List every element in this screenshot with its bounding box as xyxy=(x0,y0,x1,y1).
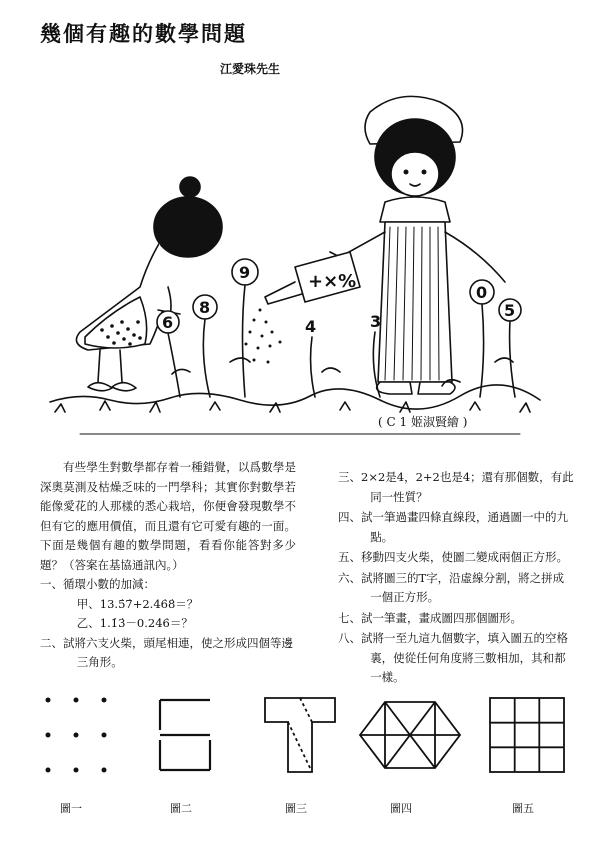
sub-expression: 1.1̇3̇－0.24̇6̇＝？ xyxy=(99,616,193,630)
question-6 xyxy=(338,569,574,608)
figure-1-nine-dots xyxy=(46,698,107,773)
left-column xyxy=(40,458,296,673)
question-3 xyxy=(338,468,574,507)
figure-5-caption: 圖五 xyxy=(512,802,534,815)
watering-can-icon xyxy=(265,252,360,304)
figure-1-caption: 圖一 xyxy=(60,802,82,815)
question-number: 三、 xyxy=(338,470,361,484)
figure-2-matchsticks xyxy=(160,700,210,770)
question-4 xyxy=(338,508,574,547)
question-number: 五、 xyxy=(338,550,361,564)
girl-left-figure xyxy=(76,177,222,391)
question-8 xyxy=(338,629,574,688)
svg-text:9: 9 xyxy=(239,263,251,282)
svg-text:5: 5 xyxy=(504,301,516,320)
question-1 xyxy=(40,575,296,595)
question-number: 八、 xyxy=(338,631,361,645)
figure-5-grid xyxy=(490,698,564,772)
sub-question-a xyxy=(40,595,296,615)
question-7 xyxy=(338,609,574,629)
right-column xyxy=(338,468,574,689)
question-text: 試將一至九這九個數字，填入圖五的空格裏，使從任何角度將三數相加，其和都一樣。 xyxy=(361,631,568,684)
figure-4-caption: 圖四 xyxy=(390,802,412,815)
figure-3-caption: 圖三 xyxy=(285,802,307,815)
svg-text:8: 8 xyxy=(199,298,211,317)
girl-right-figure xyxy=(330,96,505,394)
question-text: 試一筆過畫四條直線段，通過圖一中的九點。 xyxy=(361,510,568,544)
question-number: 二、 xyxy=(40,635,63,650)
question-text: 試將圖三的T字，沿虛線分割，將之拼成一個正方形。 xyxy=(361,570,565,604)
sub-label: 甲、 xyxy=(76,596,100,611)
author-name: 江愛珠先生 xyxy=(220,62,281,76)
sub-question-b xyxy=(40,614,296,634)
question-5 xyxy=(338,548,574,568)
illustration-credit: ( C 1 姬淑賢繪 ) xyxy=(378,415,468,429)
question-text: 循環小數的加減： xyxy=(63,577,155,591)
question-number: 六、 xyxy=(338,570,361,585)
figure-3-t-shape xyxy=(265,698,335,772)
question-text: 移動四支火柴，使圖二變成兩個正方形。 xyxy=(361,550,568,564)
figure-2-caption: 圖二 xyxy=(170,802,192,815)
sub-label: 乙、 xyxy=(76,616,100,630)
question-number: 四、 xyxy=(338,510,361,524)
question-text: 試將六支火柴，頭尾相連，使之形成四個等邊三角形。 xyxy=(63,635,293,669)
question-2 xyxy=(40,634,296,673)
question-text: 試一筆畫，畫成圖四那個圖形。 xyxy=(361,610,522,625)
svg-text:3: 3 xyxy=(370,312,382,331)
figures-row xyxy=(30,690,570,780)
sub-expression: 13.5̇7̇+2.46̇8̇＝？ xyxy=(99,596,199,611)
illustration xyxy=(40,82,560,437)
question-number: 七、 xyxy=(338,610,361,625)
question-text: 2×2是4，2+2也是4；還有那個數，有此同一性質？ xyxy=(361,470,574,504)
svg-text:6: 6 xyxy=(162,313,174,332)
svg-text:+×%: +×% xyxy=(308,271,357,292)
figure-4-hexagon xyxy=(360,702,460,768)
question-number: 一、 xyxy=(40,577,63,591)
svg-text:4: 4 xyxy=(305,317,317,336)
svg-text:0: 0 xyxy=(476,283,488,302)
intro-paragraph: 有些學生對數學都存着一種錯覺，以爲數學是深奧莫測及枯燥乏味的一門學科；其實你對數學若能像愛花的人那樣的悉心栽培，你便會發現數學不但有它的應用價值，而且還有它可愛有趣的一面。下面是幾個有趣的數學問題，看看你能答對多少題？（答案在基協通訊內。） xyxy=(40,460,296,572)
article-title: 幾個有趣的數學問題 xyxy=(40,22,247,46)
